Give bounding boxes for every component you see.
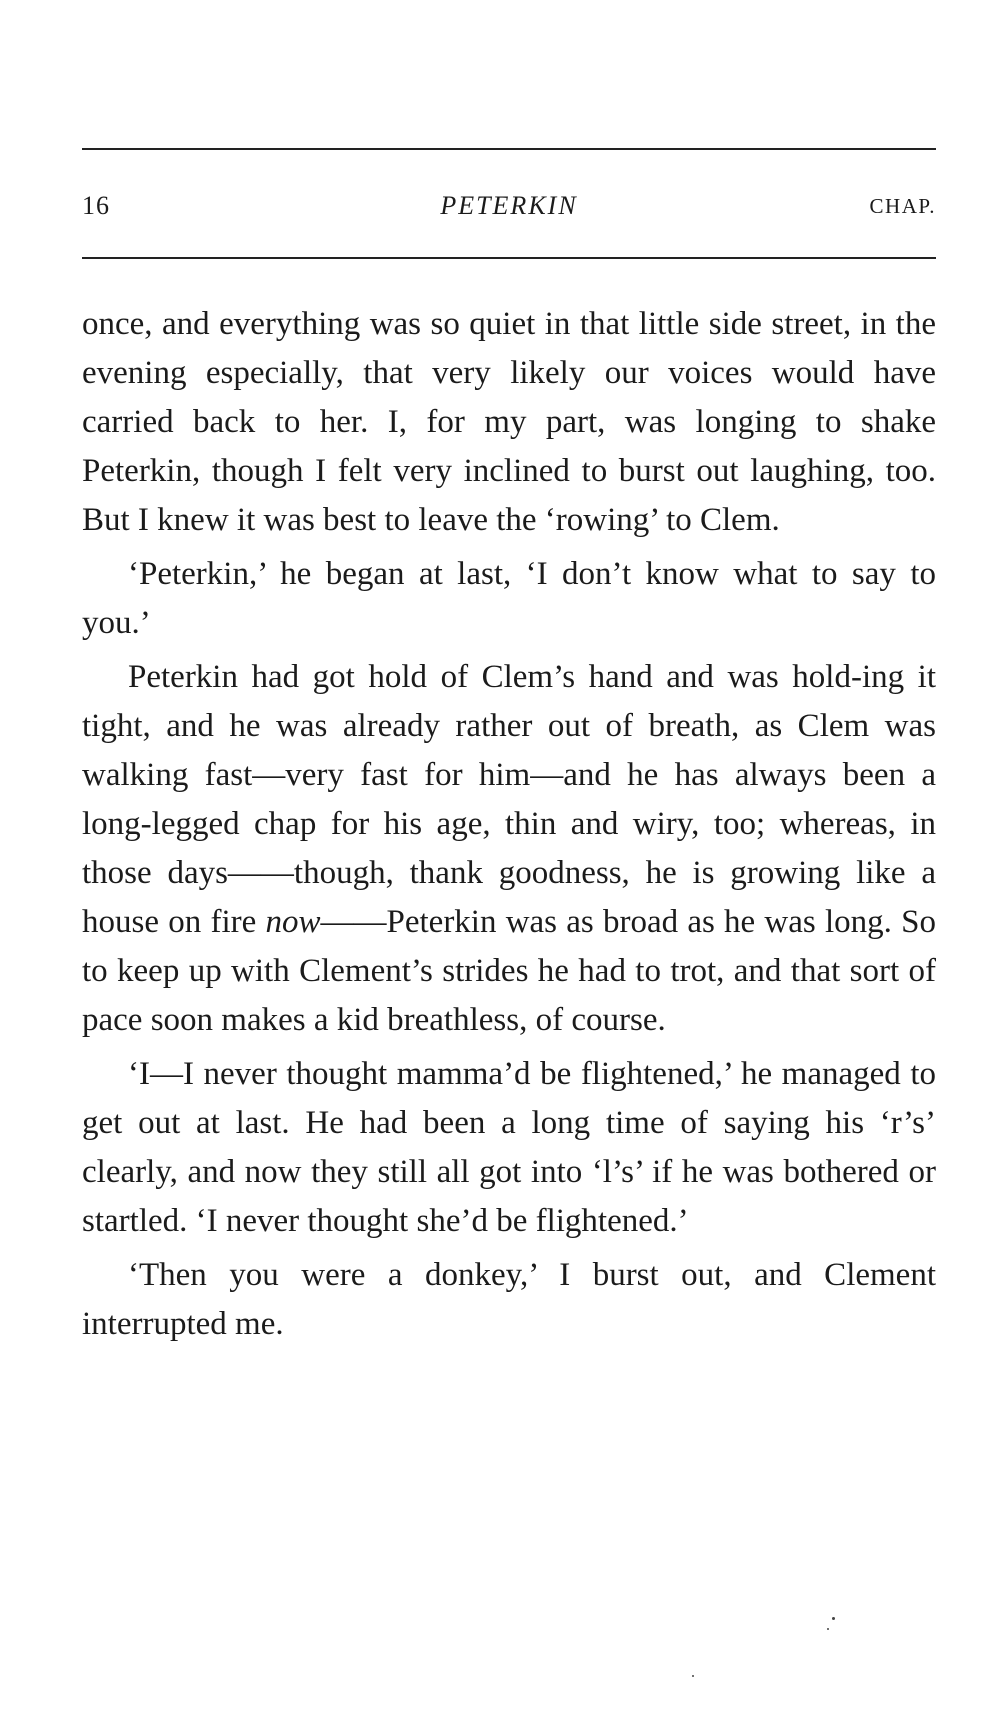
paragraph-5-text: ‘Then you were a donkey,’ I burst out, and Clement interrupted me. — [82, 1257, 936, 1342]
paragraph-2 — [82, 550, 936, 648]
running-head — [82, 186, 936, 226]
print-speck — [827, 1628, 829, 1630]
paragraph-3 — [82, 653, 936, 1045]
paragraph-1-text: once, and everything was so quiet in that little side street, in the evening especially, that very likely our voices would have carried back to her. I, for my part, was longing to shake Peterkin, though I felt very inclined to burst out laughing, too. But I knew it was best to leave the ‘rowing’ to Clem. — [82, 306, 936, 538]
book-title: PETERKIN — [440, 191, 578, 220]
paragraph-1 — [82, 300, 936, 545]
paragraph-5 — [82, 1251, 936, 1349]
header-top-rule — [82, 148, 936, 150]
print-speck — [692, 1675, 694, 1677]
header-bottom-rule — [82, 257, 936, 259]
paragraph-4-text: ‘I—I never thought mamma’d be flightened,’ he managed to get out at last. He had been a long time of saying his ‘r’s’ clearly, and now they still all got into ‘l’s’ if he was bothered or startled. ‘I never thought she’d be flightened.’ — [82, 1056, 936, 1239]
paragraph-2-text: ‘Peterkin,’ he began at last, ‘I don’t know what to say to you.’ — [82, 556, 936, 641]
paragraph-3-emphasis: now — [265, 904, 321, 940]
print-speck — [832, 1617, 835, 1620]
page-number: 16 — [82, 191, 110, 220]
chapter-label: CHAP. — [869, 194, 936, 218]
body-text — [82, 300, 936, 1354]
paragraph-3-text-continued: ——Peterkin was as broad as he was long. So to keep up with Clement’s strides he had to trot, and that sort of pace soon makes a kid breathless, of course. — [82, 904, 936, 1038]
paragraph-4 — [82, 1050, 936, 1246]
paragraph-3-text: Peterkin had got hold of Clem’s hand and was hold-ing it tight, and he was already rather out of breath, as Clem was walking fast—very fast for him—and he has always been a long-legged chap for his age, thin and wiry, too; whereas, in those days——though, thank goodness, he is growing like a house on fire — [82, 659, 936, 940]
